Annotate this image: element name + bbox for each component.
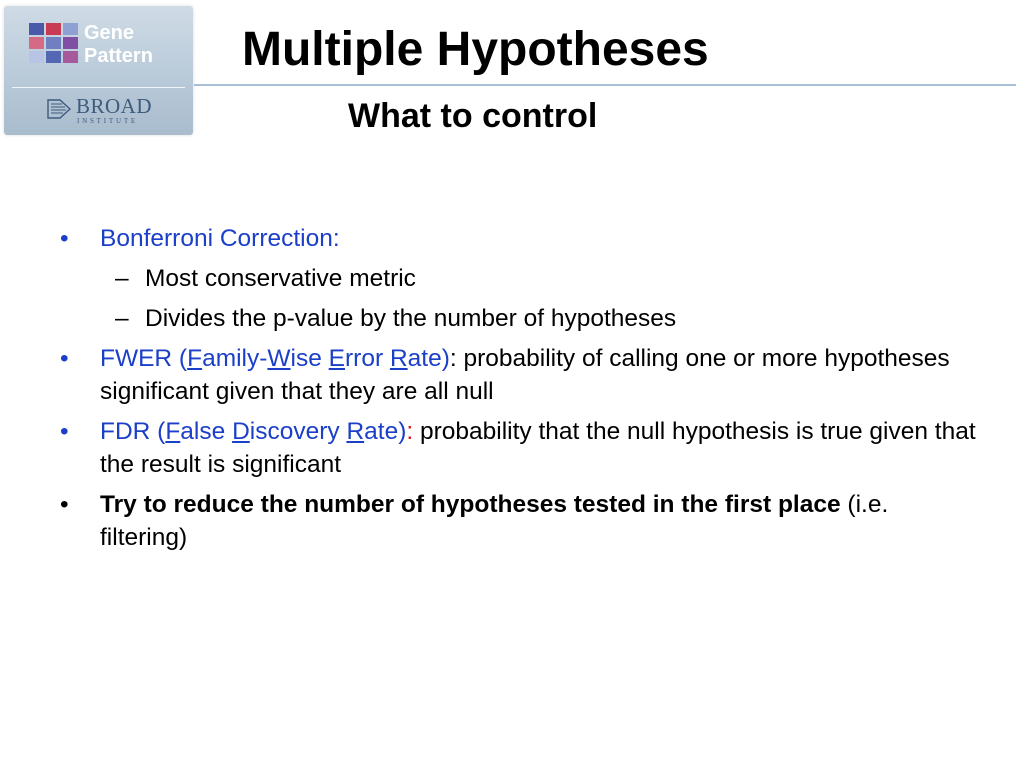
fdr-part: iscovery: [249, 418, 347, 445]
sub-bullet-marker: –: [115, 305, 129, 332]
logo-grid-cell: [63, 23, 78, 35]
genepattern-broad-logo: [4, 6, 193, 135]
logo-org-name: BROAD: [76, 94, 153, 118]
logo-grid-cell: [63, 37, 78, 49]
fdr-part: ate): [364, 418, 407, 445]
logo-divider: [12, 87, 185, 88]
fwer-part: ate): [407, 345, 450, 372]
fdr-initial: D: [232, 418, 250, 445]
fdr-initial: F: [165, 418, 181, 445]
bullet-marker: •: [60, 345, 69, 372]
logo-brand-line2: Pattern: [84, 45, 153, 67]
fwer-definition: probability of calling one or more hypotheses significant given that they are all null: [100, 345, 950, 405]
sub-bullet-text: Most conservative metric: [145, 265, 416, 292]
fdr-term: [100, 418, 406, 445]
title-rule: [194, 84, 1016, 86]
bonferroni-heading: Bonferroni Correction:: [100, 225, 340, 252]
bullet-bonferroni: [60, 222, 980, 255]
fwer-colon: :: [449, 345, 457, 372]
fdr-initial: R: [346, 418, 365, 445]
slide-body: [60, 222, 980, 561]
fwer-part: amily-: [202, 345, 268, 372]
fdr-part: FDR (: [100, 418, 166, 445]
sub-bullet-divides: [60, 302, 980, 335]
bullet-marker: •: [60, 225, 69, 252]
bullet-marker: •: [60, 491, 69, 518]
fwer-term: [100, 345, 450, 372]
reduce-hypotheses-text: Try to reduce the number of hypotheses tested in the first place: [100, 491, 841, 518]
bullet-reduce-hypotheses: [60, 488, 980, 554]
reduce-hypotheses-note: (i.e. filtering): [100, 491, 889, 551]
bullet-marker: •: [60, 418, 69, 445]
logo-grid-cell: [63, 51, 78, 63]
fwer-part: ise: [290, 345, 329, 372]
fwer-initial: F: [187, 345, 203, 372]
bullet-fdr: [60, 415, 980, 481]
fdr-definition: probability that the null hypothesis is true given that the result is significant: [100, 418, 976, 478]
logo-grid-cell: [46, 37, 61, 49]
logo-grid-cell: [46, 51, 61, 63]
fdr-part: alse: [180, 418, 233, 445]
sub-bullet-marker: –: [115, 265, 129, 292]
fwer-initial: W: [267, 345, 291, 372]
bullet-fwer: [60, 342, 980, 408]
slide-title: Multiple Hypotheses: [242, 23, 709, 76]
slide-subtitle: What to control: [348, 97, 598, 135]
logo-brand-line1: Gene: [84, 22, 135, 44]
sub-bullet-conservative: [60, 262, 980, 295]
logo-grid-cell: [29, 51, 44, 63]
logo-grid-cell: [29, 23, 44, 35]
broad-mark-icon: [46, 96, 72, 122]
logo-org-subtitle: INSTITUTE: [77, 117, 138, 125]
fwer-initial: R: [389, 345, 408, 372]
fdr-colon: :: [406, 418, 414, 445]
sub-bullet-text: Divides the p-value by the number of hypotheses: [145, 305, 677, 332]
fwer-initial: E: [328, 345, 346, 372]
fwer-part: FWER (: [100, 345, 188, 372]
fwer-part: rror: [345, 345, 390, 372]
genepattern-grid-icon: [29, 23, 81, 67]
logo-grid-cell: [29, 37, 44, 49]
logo-grid-cell: [46, 23, 61, 35]
